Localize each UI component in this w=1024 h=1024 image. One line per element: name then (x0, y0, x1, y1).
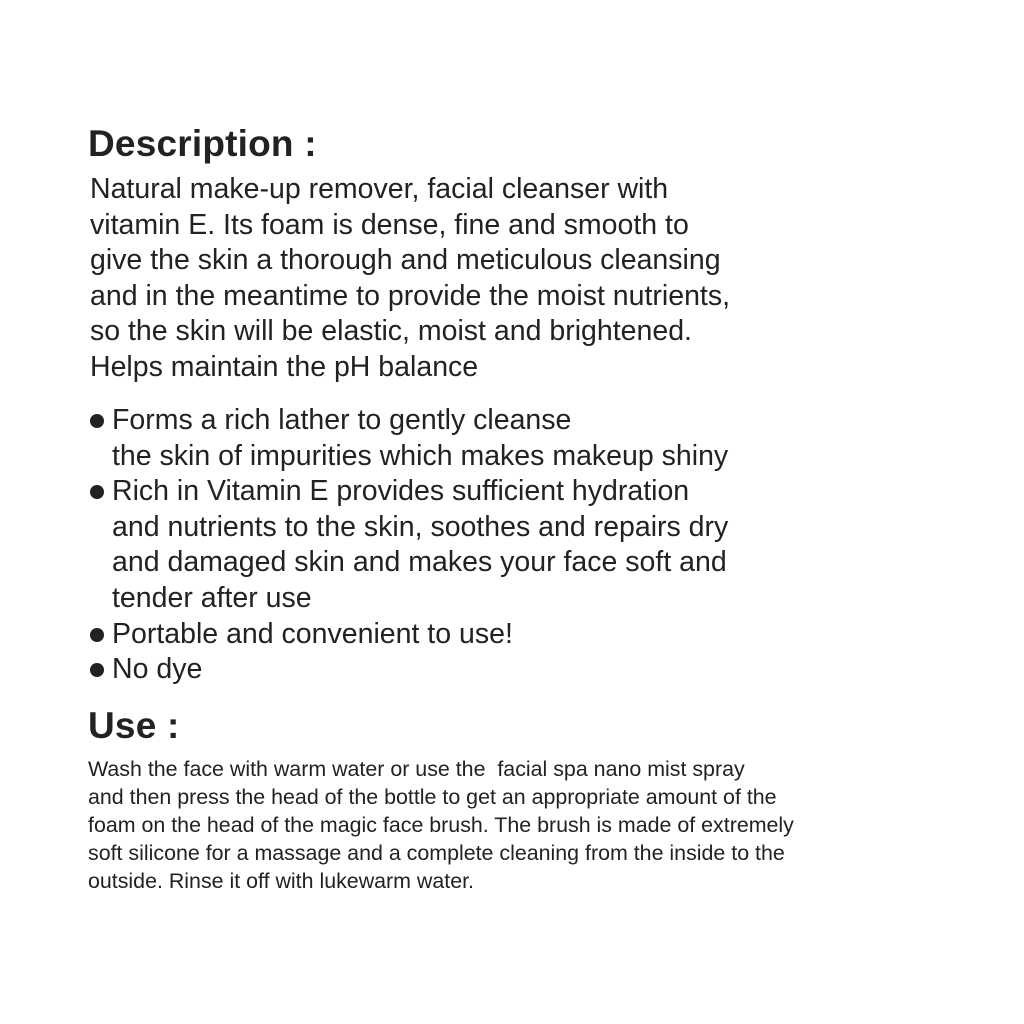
feature-item-lather (88, 403, 728, 474)
description-line: vitamin E. Its foam is dense, fine and smooth to (90, 208, 689, 241)
feature-item-vitamin-e (88, 474, 728, 616)
use-line: and then press the head of the bottle to get an appropriate amount of the (88, 785, 777, 809)
description-line: give the skin a thorough and meticulous cleansing (90, 244, 721, 277)
description-line: so the skin will be elastic, moist and brightened. (90, 315, 692, 348)
description-line: and in the meantime to provide the moist nutrients, (90, 279, 731, 312)
bullet-dot-icon (90, 485, 104, 499)
use-line: Wash the face with warm water or use the facial spa nano mist spray (88, 757, 745, 781)
description-heading: Description : (88, 123, 317, 164)
bullet-dot-icon (90, 414, 104, 428)
use-instructions-paragraph (88, 755, 794, 895)
feature-line: the skin of impurities which makes makeup shiny (112, 439, 729, 472)
feature-line: tender after use (112, 581, 312, 614)
use-heading: Use : (88, 705, 180, 746)
use-line: outside. Rinse it off with lukewarm water. (88, 869, 474, 893)
use-line: soft silicone for a massage and a complete cleaning from the inside to the (88, 841, 785, 865)
use-line: foam on the head of the magic face brush. The brush is made of extremely (88, 813, 794, 837)
feature-line: Forms a rich lather to gently cleanse (112, 404, 572, 436)
description-line: Helps maintain the pH balance (90, 350, 479, 383)
feature-item-no-dye (88, 652, 728, 688)
feature-line: and damaged skin and makes your face soft and (112, 546, 727, 579)
bullet-dot-icon (90, 628, 104, 642)
description-paragraph (90, 172, 850, 386)
feature-item-portable (88, 617, 728, 653)
feature-list (88, 403, 728, 688)
bullet-dot-icon (90, 663, 104, 677)
feature-line: Rich in Vitamin E provides sufficient hydration (112, 475, 690, 508)
feature-line: No dye (112, 653, 203, 686)
feature-line: Portable and convenient to use! (112, 617, 513, 650)
description-line: Natural make-up remover, facial cleanser with (90, 173, 669, 205)
feature-line: and nutrients to the skin, soothes and repairs dry (112, 510, 729, 543)
